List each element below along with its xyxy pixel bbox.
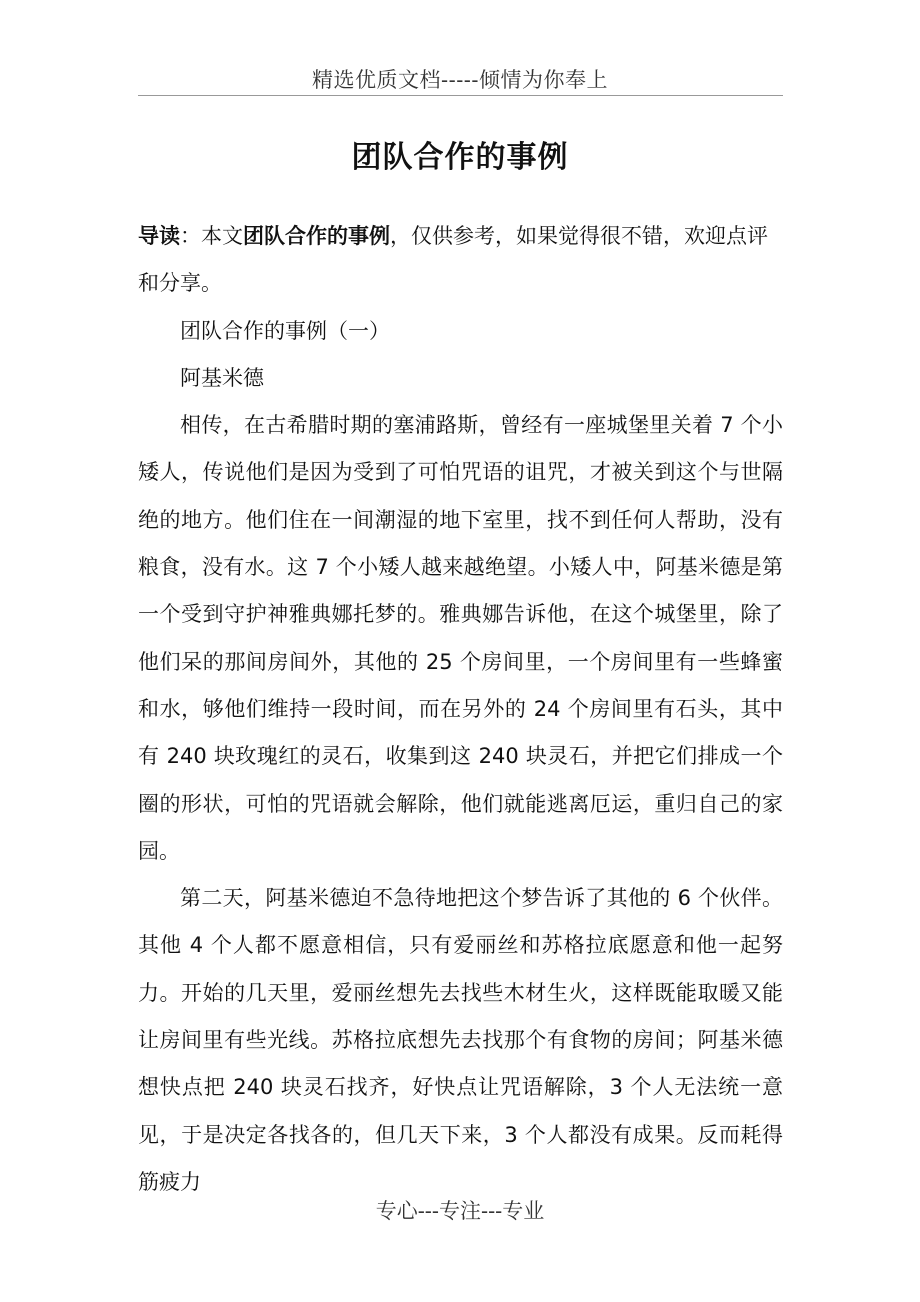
intro-colon: ：: [180, 224, 201, 248]
document-body: [138, 213, 783, 1206]
body-paragraph-2: 第二天，阿基米德迫不急待地把这个梦告诉了其他的 6 个伙伴。其他 4 个人都不愿意相信，只有爱丽丝和苏格拉底愿意和他一起努力。开始的几天里，爱丽丝想先去找些木材生火，这样既能取暖又能让房间里有些光线。苏格拉底想先去找那个有食物的房间；阿基米德想快点把 240 块灵石找齐，好快点让咒语解除，3 个人无法统一意见，于是决定各找各的，但几天下来，3 个人都没有成果。反而耗得筋疲力: [138, 886, 783, 1194]
document-title: 团队合作的事例: [351, 140, 569, 175]
section-heading: 团队合作的事例（一）: [180, 318, 390, 343]
intro-after: ，仅供参考，如果觉得很不错，欢迎点评和分享。: [138, 224, 768, 296]
page-footer: 专心---专注---专业: [375, 1199, 545, 1223]
intro-before: 本文: [201, 224, 243, 248]
body-paragraph-1: 相传，在古希腊时期的塞浦路斯，曾经有一座城堡里关着 7 个小矮人，传说他们是因为受到了可怕咒语的诅咒，才被关到这个与世隔绝的地方。他们住在一间潮湿的地下室里，找不到任何人帮助，没有粮食，没有水。这 7 个小矮人越来越绝望。小矮人中，阿基米德是第一个受到守护神雅典娜托梦的。雅典娜告诉他，在这个城堡里，除了他们呆的那间房间外，其他的 25 个房间里，一个房间里有一些蜂蜜和水，够他们维持一段时间，而在另外的 24 个房间里有石头，其中有 240 块玫瑰红的灵石，收集到这 240 块灵石，并把它们排成一个圈的形状，可怕的咒语就会解除，他们就能逃离厄运，重归自己的家园。: [138, 413, 783, 863]
subheading: 阿基米德: [180, 365, 264, 390]
intro-paragraph: [138, 213, 783, 308]
intro-bold-title: 团队合作的事例: [243, 224, 390, 248]
intro-label: 导读: [138, 224, 180, 248]
page-header: 精选优质文档-----倾情为你奉上: [312, 68, 608, 92]
header-divider: [138, 95, 783, 96]
